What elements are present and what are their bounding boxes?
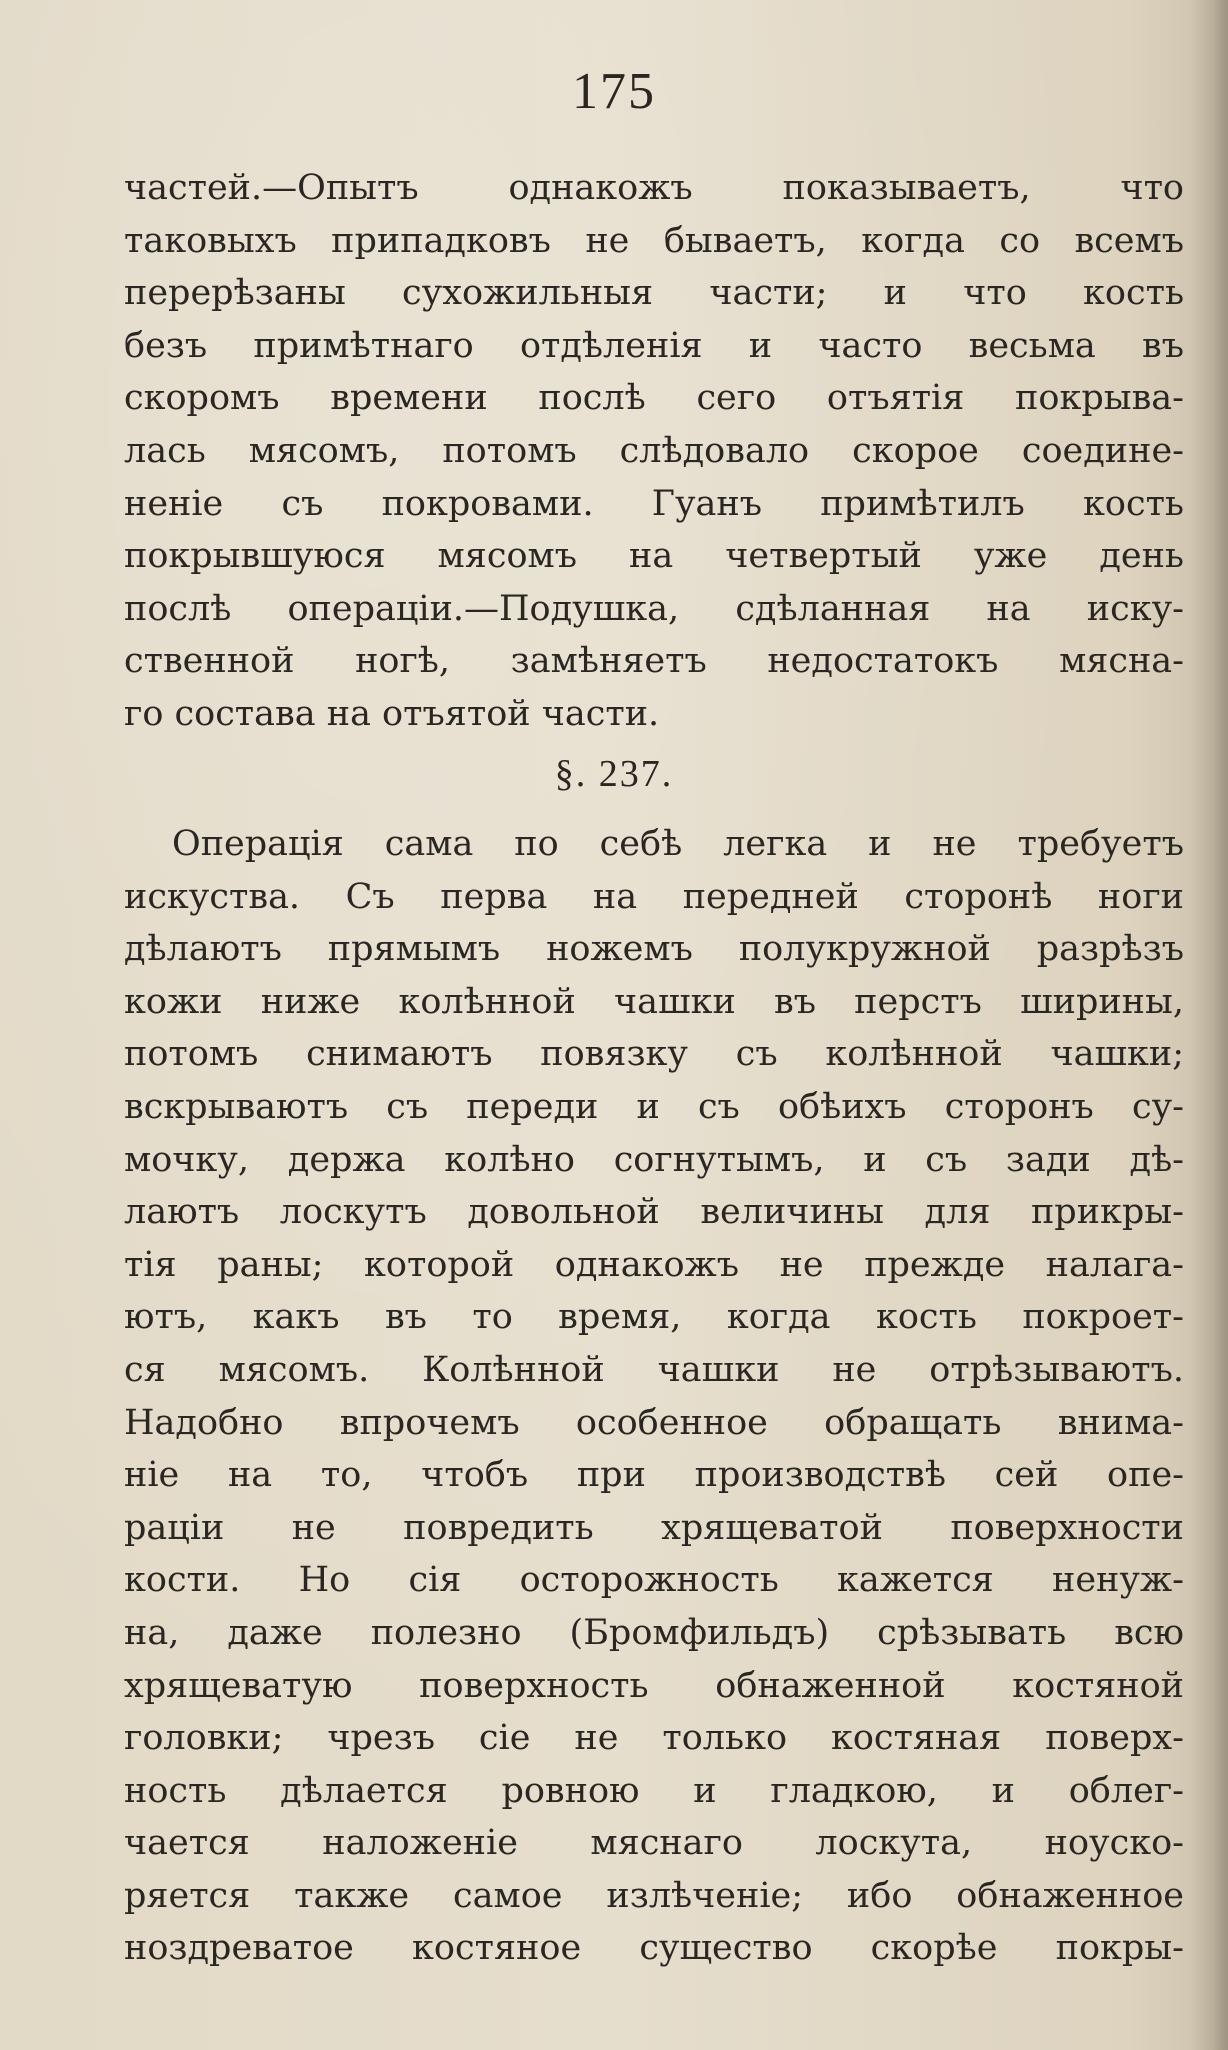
text-line: на, даже полезно (Бромфильдъ) срѣзывать всю xyxy=(124,1612,1184,1653)
text-line: чается наложеніе мяснаго лоскута, ноуско- xyxy=(124,1823,1184,1864)
text-line: лаютъ лоскутъ довольной величины для прикры- xyxy=(124,1192,1184,1233)
text-line: безъ примѣтнаго отдѣленія и часто весьма въ xyxy=(124,325,1184,366)
text-line: ственной ногѣ, замѣняетъ недостатокъ мясна- xyxy=(124,641,1184,682)
text-line: вскрываютъ съ переди и съ обѣихъ сторонъ су- xyxy=(124,1086,1184,1127)
text-line: кости. Но сія осторожность кажется ненуж- xyxy=(124,1560,1184,1601)
text-line: кожи ниже колѣнной чашки въ перстъ ширины, xyxy=(124,981,1184,1022)
text-line: скоромъ времени послѣ сего отъятія покрыва- xyxy=(124,378,1184,419)
text-line: искуства. Съ перва на передней сторонѣ ноги xyxy=(124,876,1184,917)
paragraph-1 xyxy=(124,162,1184,741)
text-line: таковыхъ припадковъ не бываетъ, когда со всемъ xyxy=(124,220,1184,261)
text-line: ряется также самое излѣченіе; ибо обнаженное xyxy=(124,1875,1184,1916)
text-line: неніе съ покровами. Гуанъ примѣтилъ кость xyxy=(124,483,1184,524)
text-line: мочку, держа колѣно согнутымъ, и съ зади дѣ- xyxy=(124,1139,1184,1180)
paragraph-2 xyxy=(124,818,1184,1975)
text-line: ніе на то, чтобъ при производствѣ сей опе- xyxy=(124,1455,1184,1496)
text-line: потомъ снимаютъ повязку съ колѣнной чашки; xyxy=(124,1034,1184,1075)
page-edge-shadow xyxy=(1190,0,1228,2050)
text-line: Надобно впрочемъ особенное обращать внима- xyxy=(124,1402,1184,1443)
page-number: 175 xyxy=(572,63,656,120)
text-line: частей.—Опытъ однакожъ показываетъ, что xyxy=(124,168,1184,208)
text-line: ность дѣлается ровною и гладкою, и облег- xyxy=(124,1770,1184,1811)
text-line: тія раны; которой однакожъ не прежде налага- xyxy=(124,1244,1184,1285)
text-line: ся мясомъ. Колѣнной чашки не отрѣзываютъ. xyxy=(124,1349,1184,1390)
text-line: покрывшуюся мясомъ на четвертый уже день xyxy=(124,536,1184,577)
text-line: раціи не повредить хрящеватой поверхности xyxy=(124,1507,1184,1548)
text-line: ноздреватое костяное существо скорѣе покры- xyxy=(124,1928,1184,1969)
text-line: ютъ, какъ въ то время, когда кость покроет- xyxy=(124,1297,1184,1338)
text-line: дѣлаютъ прямымъ ножемъ полукружной разрѣзъ xyxy=(124,929,1184,970)
text-line: Операція сама по себѣ легка и не требуетъ xyxy=(172,824,1184,864)
text-line: лась мясомъ, потомъ слѣдовало скорое соедине- xyxy=(124,430,1184,471)
text-line: головки; чрезъ сіе не только костяная поверх- xyxy=(124,1718,1184,1759)
text-line: послѣ операціи.—Подушка, сдѣланная на иску- xyxy=(124,588,1184,629)
text-line: хрящеватую поверхность обнаженной костяной xyxy=(124,1665,1184,1706)
text-line: го состава на отъятой части. xyxy=(124,693,660,734)
text-line: перерѣзаны сухожильныя части; и что кость xyxy=(124,273,1184,314)
section-heading: §. 237. xyxy=(554,753,674,795)
